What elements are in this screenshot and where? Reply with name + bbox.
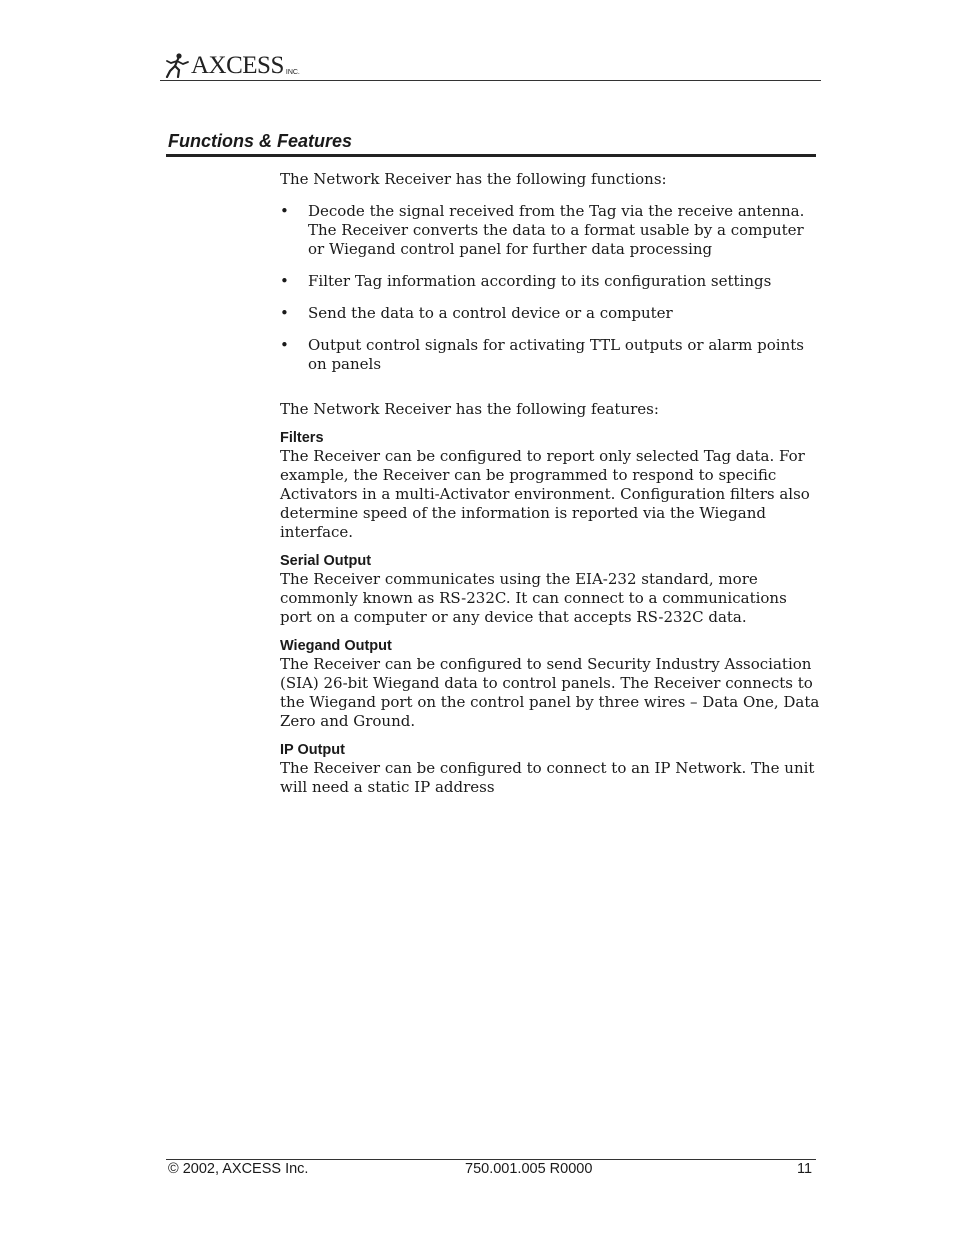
axcess-logo	[164, 52, 300, 78]
feature-text: The Receiver can be configured to connect to an IP Network. The unit will need a static IP address	[280, 759, 815, 796]
feature-text: The Receiver can be configured to send Security Industry Association (SIA) 26-bit Wiegand data to control panels. The Receiver connects to the Wiegand port on the control panel by three wires – Data One, Data Zero and Ground.	[280, 655, 820, 730]
feature-filters	[280, 430, 820, 542]
bullet-icon: •	[280, 336, 289, 354]
functions-list	[280, 202, 820, 374]
functions-intro: The Network Receiver has the following functions:	[280, 170, 667, 188]
feature-ip-output	[280, 742, 820, 797]
list-item-text: Output control signals for activating TTL outputs or alarm points on panels	[308, 336, 804, 373]
feature-heading: Filters	[280, 430, 324, 446]
list-item	[280, 202, 820, 259]
footer-doc-number: 750.001.005 R0000	[465, 1161, 593, 1177]
feature-serial-output	[280, 553, 820, 627]
feature-text: The Receiver communicates using the EIA-232 standard, more commonly known as RS-232C. It can connect to a communications port on a computer or any device that accepts RS-232C data.	[280, 570, 787, 626]
running-figure-icon	[164, 52, 190, 78]
bullet-icon: •	[280, 304, 289, 322]
footer-page-number: 11	[797, 1161, 813, 1177]
footer-copyright: © 2002, AXCESS Inc.	[168, 1161, 309, 1177]
bullet-icon: •	[280, 272, 289, 290]
section-title: Functions & Features	[168, 131, 353, 151]
feature-heading: IP Output	[280, 742, 345, 758]
list-item-text: Decode the signal received from the Tag via the receive antenna. The Receiver converts the data to a format usable by a computer or Wiegand control panel for further data processing	[308, 202, 805, 258]
list-item-text: Filter Tag information according to its configuration settings	[308, 272, 772, 290]
feature-heading: Serial Output	[280, 553, 372, 569]
list-item	[280, 304, 820, 323]
section-divider	[166, 154, 816, 157]
logo-wordmark: AXCESS	[191, 52, 284, 79]
footer-divider	[166, 1159, 816, 1160]
bullet-icon: •	[280, 202, 289, 220]
feature-text: The Receiver can be configured to report only selected Tag data. For example, the Receiver can be programmed to respond to specific Activators in a multi-Activator environment. Configuration filters also determine speed of the information is reported via the Wiegand interface.	[280, 447, 810, 541]
list-item	[280, 336, 820, 374]
logo-inc: INC.	[285, 69, 300, 76]
list-item-text: Send the data to a control device or a computer	[308, 304, 673, 322]
feature-heading: Wiegand Output	[280, 638, 392, 654]
list-item	[280, 272, 820, 291]
features-intro: The Network Receiver has the following features:	[280, 400, 659, 418]
feature-wiegand-output	[280, 638, 820, 731]
page-header	[160, 50, 821, 81]
main-content	[280, 170, 820, 808]
